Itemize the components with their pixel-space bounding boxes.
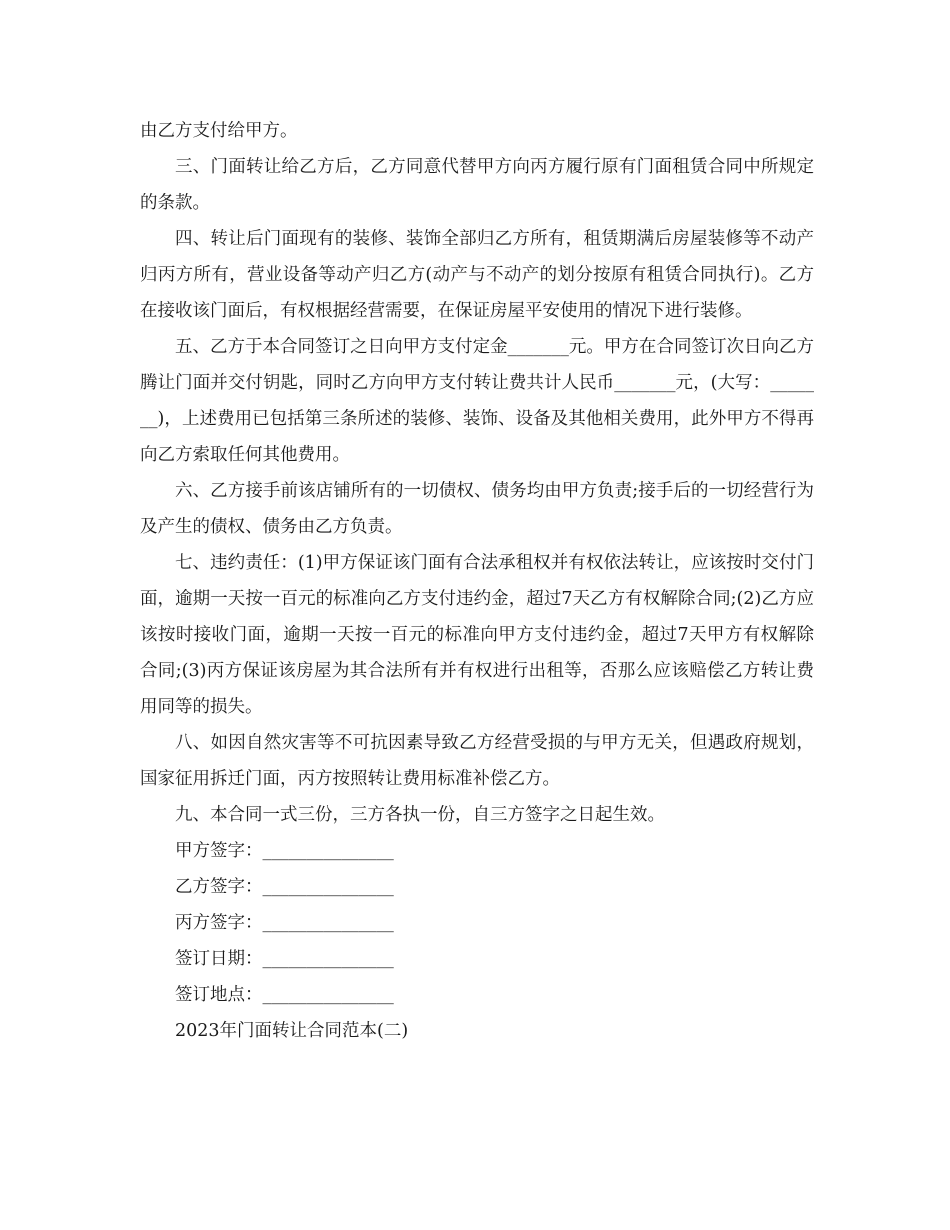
clause-7: 七、违约责任：(1)甲方保证该门面有合法承租权并有权依法转让，应该按时交付门面，逾期一天按一百元的标准向乙方支付违约金，超过7天乙方有权解除合同;(2)乙方应该按时接收门面，逾期一天按一百元的标准向甲方支付违约金，超过7天甲方有权解除合同;(3)丙方保证该房屋为其合法所有并有权进行出租等，否那么应该赔偿乙方转让费用同等的损失。 — [140, 553, 814, 717]
paragraph-continuation: 由乙方支付给甲方。 — [140, 121, 298, 141]
party-b-signature: 乙方签字：_______________ — [175, 877, 394, 897]
sign-date: 签订日期：_______________ — [175, 949, 394, 969]
clause-3: 三、门面转让给乙方后，乙方同意代替甲方向丙方履行原有门面租赁合同中所规定的条款。 — [140, 157, 814, 213]
clause-5: 五、乙方于本合同签订之日向甲方支付定金_______元。甲方在合同签订次日向乙方腾让门面并交付钥匙，同时乙方向甲方支付转让费共计人民币_______元，(大写：_______)，上述费用已包括第三条所述的装修、装饰、设备及其他相关费用，此外甲方不得再向乙方索取任何其他费用。 — [140, 337, 814, 465]
sign-place: 签订地点：_______________ — [175, 985, 394, 1005]
next-section-title: 2023年门面转让合同范本(二) — [175, 1021, 409, 1041]
clause-4: 四、转让后门面现有的装修、装饰全部归乙方所有，租赁期满后房屋装修等不动产归丙方所有，营业设备等动产归乙方(动产与不动产的划分按原有租赁合同执行)。乙方在接收该门面后，有权根据经营需要，在保证房屋平安使用的情况下进行装修。 — [140, 229, 814, 321]
party-a-signature: 甲方签字：_______________ — [175, 841, 394, 861]
clause-9: 九、本合同一式三份，三方各执一份，自三方签字之日起生效。 — [175, 805, 665, 825]
clause-6: 六、乙方接手前该店铺所有的一切债权、债务均由甲方负责;接手后的一切经营行为及产生的债权、债务由乙方负责。 — [140, 481, 814, 537]
clause-8: 八、如因自然灾害等不可抗因素导致乙方经营受损的与甲方无关，但遇政府规划，国家征用拆迁门面，丙方按照转让费用标准补偿乙方。 — [140, 733, 814, 789]
document-body — [140, 113, 814, 1049]
party-c-signature: 丙方签字：_______________ — [175, 913, 394, 933]
